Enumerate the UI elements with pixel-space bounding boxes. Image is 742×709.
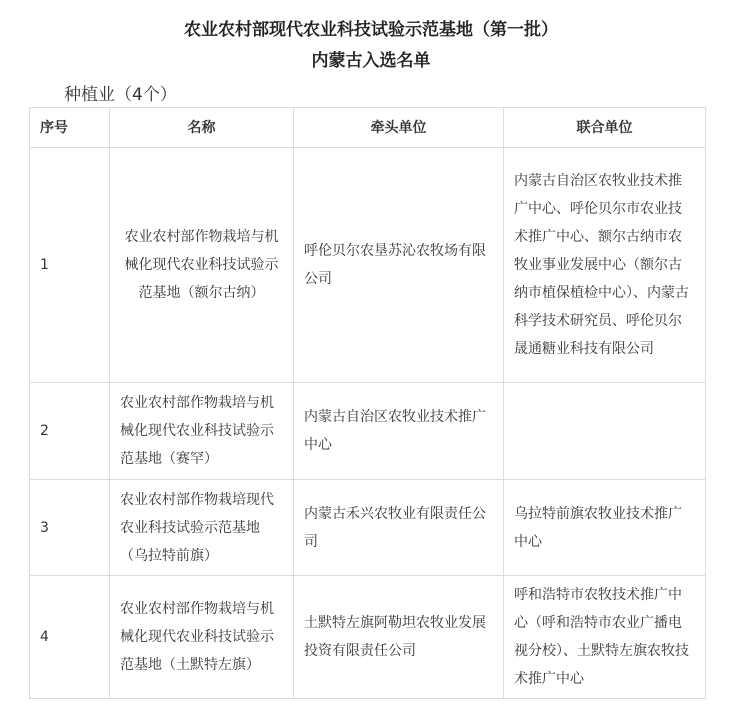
cell-joint-units: 乌拉特前旗农牧业技术推广中心	[504, 480, 706, 576]
table-row	[30, 576, 706, 699]
cell-name: 农业农村部作物栽培与机械化现代农业科技试验示范基地（赛罕）	[110, 383, 294, 480]
cell-seq: 2	[30, 383, 110, 480]
cell-name: 农业农村部作物栽培与机械化现代农业科技试验示范基地（额尔古纳）	[110, 148, 294, 383]
cell-name: 农业农村部作物栽培现代农业科技试验示范基地（乌拉特前旗）	[110, 480, 294, 576]
cell-lead-unit: 内蒙古禾兴农牧业有限责任公司	[294, 480, 504, 576]
cell-joint-units: 呼和浩特市农牧技术推广中心（呼和浩特市农业广播电视分校）、土默特左旗农牧技术推广中心	[504, 576, 706, 699]
header-joint-units: 联合单位	[504, 108, 706, 148]
cell-joint-units: 内蒙古自治区农牧业技术推广中心、呼伦贝尔市农业技术推广中心、额尔古纳市农牧业事业发展中心（额尔古纳市植保植检中心）、内蒙古科学技术研究员、呼伦贝尔晟通糖业科技有限公司	[504, 148, 706, 383]
header-seq: 序号	[30, 108, 110, 148]
base-list-table	[29, 107, 706, 699]
header-lead-unit: 牵头单位	[294, 108, 504, 148]
table-row	[30, 148, 706, 383]
table-row	[30, 480, 706, 576]
header-name: 名称	[110, 108, 294, 148]
section-label: 种植业（4个）	[64, 85, 177, 105]
table-header-row	[30, 108, 706, 148]
cell-name: 农业农村部作物栽培与机械化现代农业科技试验示范基地（土默特左旗）	[110, 576, 294, 699]
cell-lead-unit: 土默特左旗阿勒坦农牧业发展投资有限责任公司	[294, 576, 504, 699]
cell-lead-unit: 呼伦贝尔农垦苏沁农牧场有限公司	[294, 148, 504, 383]
table-row	[30, 383, 706, 480]
cell-seq: 1	[30, 148, 110, 383]
page-subtitle: 内蒙古入选名单	[311, 51, 431, 71]
cell-joint-units	[504, 383, 706, 480]
cell-seq: 3	[30, 480, 110, 576]
page-title: 农业农村部现代农业科技试验示范基地（第一批）	[184, 20, 558, 40]
cell-lead-unit: 内蒙古自治区农牧业技术推广中心	[294, 383, 504, 480]
cell-seq: 4	[30, 576, 110, 699]
